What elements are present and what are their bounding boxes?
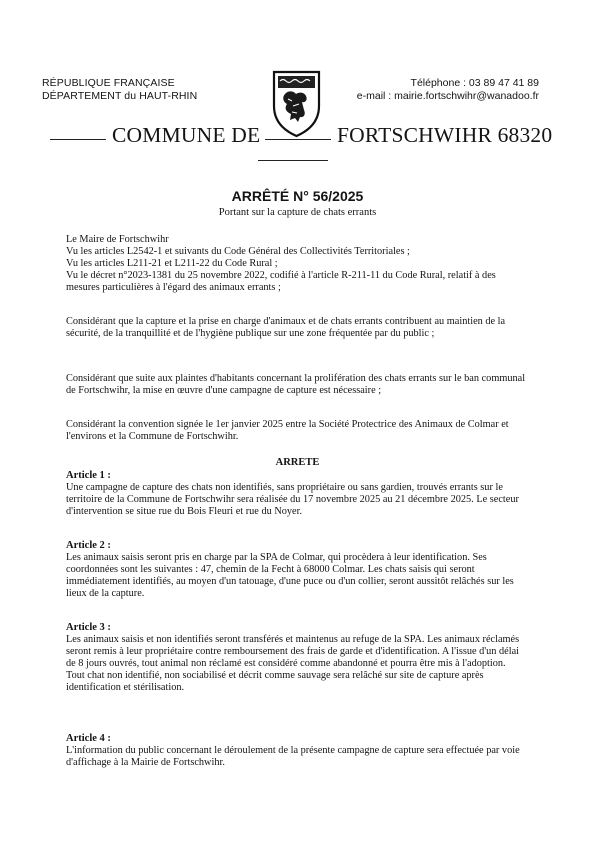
article-4	[66, 733, 526, 769]
considerant-1: Considérant que la capture et la prise en charge d'animaux et de chats errants contribuent au maintien de la sécurité, de la tranquillité et de l'hygiène publique sur une zone fréquentée par du public ;	[66, 316, 506, 339]
seal-underline	[258, 160, 328, 161]
commune-name: FORTSCHWIHR 68320	[337, 123, 553, 147]
decree-subtitle: Portant sur la capture de chats errants	[218, 207, 377, 218]
department-line: DÉPARTEMENT du HAUT-RHIN	[42, 90, 198, 102]
preamble-block	[66, 234, 526, 294]
article-title: Article 4 :	[66, 733, 111, 744]
article-text: Les animaux saisis seront pris en charge par la SPA de Colmar, qui procèdera à leur identification. Ses coordonnées sont les suivantes : 47, chemin de la Fecht à 68000 Colmar. Les chats saisis qui seront immédiatement identifiés, au moyen d'un tatouage, d'une puce ou d'un collier, seront aussitôt relâchés sur les lieux de la capture.	[66, 551, 514, 599]
preamble-line: Vu les articles L211-21 et L211-22 du Code Rural ;	[66, 257, 278, 269]
preamble-line: Vu le décret n°2023-1381 du 25 novembre 2022, codifié à l'article R-211-11 du Code Rural, relatif à des mesures particulières à l'égard des animaux errants ;	[66, 269, 496, 293]
article-text: L'information du public concernant le déroulement de la présente campagne de capture sera effectuée par voie d'affichage à la Mairie de Fortschwihr.	[66, 744, 520, 768]
article-title: Article 3 :	[66, 622, 111, 633]
article-text: Une campagne de capture des chats non identifiés, sans propriétaire ou sans gardien, trouvés errants sur le territoire de la Commune de Fortschwihr sera réalisée du 17 novembre 2025 au 21 décembre 2025. Le secteur d'intervention se situe rue du Bois Fleuri et rue du Noyer.	[66, 481, 519, 517]
preamble-line: Vu les articles L2542-1 et suivants du Code Général des Collectivités Territoriales ;	[66, 245, 410, 257]
coat-of-arms-seal	[268, 70, 325, 138]
commune-label: COMMUNE DE	[112, 123, 261, 147]
decree-title: ARRÊTÉ N° 56/2025	[231, 188, 364, 204]
republic-line: RÉPUBLIQUE FRANÇAISE	[42, 77, 175, 89]
article-2	[66, 540, 526, 600]
commune-rule-center	[265, 139, 331, 140]
article-1	[66, 470, 526, 518]
phone-line: Téléphone : 03 89 47 41 89	[410, 77, 539, 89]
article-title: Article 2 :	[66, 540, 111, 551]
article-title: Article 1 :	[66, 470, 111, 481]
article-text: Tout chat non identifié, non sociabilisé et décrit comme sauvage sera relâché sur site de capture après identification et stérilisation.	[66, 669, 484, 693]
decision-heading: ARRETE	[275, 457, 320, 468]
header-right-block	[357, 77, 539, 103]
email-line: e-mail : mairie.fortschwihr@wanadoo.fr	[356, 90, 539, 102]
commune-rule-left	[50, 139, 106, 140]
header-left-block	[42, 77, 197, 103]
considerant-3: Considérant la convention signée le 1er janvier 2025 entre la Société Protectrice des Animaux de Colmar et l'environs et la Commune de Fortschwihr.	[66, 419, 509, 442]
considerant-2: Considérant que suite aux plaintes d'habitants concernant la prolifération des chats errants sur le ban communal de Fortschwihr, la mise en œuvre d'une campagne de capture est nécessaire ;	[66, 373, 526, 396]
article-text: Les animaux saisis et non identifiés seront transférés et maintenus au refuge de la SPA. Les animaux réclamés seront remis à leur propriétaire contre remboursement des frais de garde et d'identification. A l'issue d'un délai de 8 jours ouvrés, tout animal non réclamé est considéré comme abandonné et pourra être mis à l'adoption.	[66, 633, 520, 669]
article-3	[66, 622, 526, 693]
preamble-line: Le Maire de Fortschwihr	[66, 234, 169, 245]
